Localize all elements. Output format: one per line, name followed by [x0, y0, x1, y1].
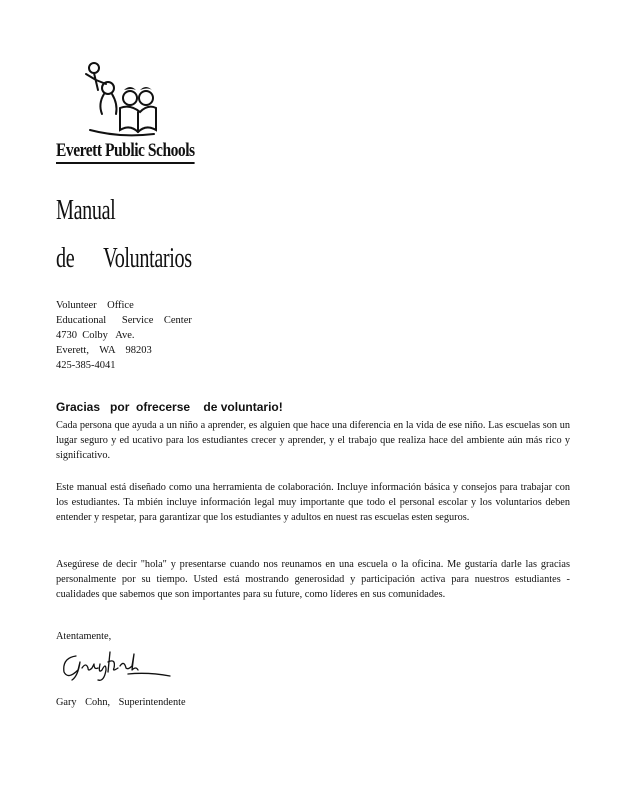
- letter-closing: Atentamente,: [56, 631, 112, 642]
- address-line: Everett, WA 98203: [56, 345, 152, 356]
- phone-number: 425-385-4041: [56, 360, 116, 371]
- organization-name: Everett Public Schools: [56, 140, 195, 164]
- letter-paragraph-2: Este manual está diseñado como una herramienta de colaboración. Incluye información básica y consejos para trabajar con los estudiantes. Ta mbién incluye información legal muy importante que todo el personal escolar y los voluntarios deben entender y respetar, para garantizar que los estudiantes y adultos en nuest ras escuelas esten seguros.: [56, 482, 570, 523]
- manual-title-line1: Manual: [56, 195, 116, 226]
- signer-name: Gary Cohn, Superintendente: [56, 697, 186, 708]
- manual-title-line2: de Voluntarios: [56, 243, 192, 274]
- letter-paragraph-1: Cada persona que ayuda a un niño a aprender, es alguien que hace una diferencia en la vida de ese niño. Las escuelas son un lugar seguro y ed ucativo para los estudiantes crecer y aprender, y el trabajo que realiza hace del ambiente aún más rico y significativo.: [56, 420, 570, 461]
- address-line: Volunteer Office: [56, 300, 134, 311]
- letter-paragraph-3: Asegúrese de decir "hola" y presentarse cuando nos reunamos en una escuela o la oficina. Me gustaría darle las gracias personalmente por su tiempo. Usted está mostrando generosidad y participación activa para nuestros estudiantes - cualidades que sabemos que son importantes para su future, como líderes en sus comunidades.: [56, 559, 570, 600]
- office-address: [56, 298, 192, 373]
- address-line: 4730 Colby Ave.: [56, 330, 135, 341]
- address-line: Educational Service Center: [56, 315, 192, 326]
- handwritten-signature-icon: [58, 646, 176, 684]
- letter-heading: Gracias por ofrecerse de voluntario!: [56, 400, 283, 414]
- children-reading-logo-icon: [80, 60, 160, 140]
